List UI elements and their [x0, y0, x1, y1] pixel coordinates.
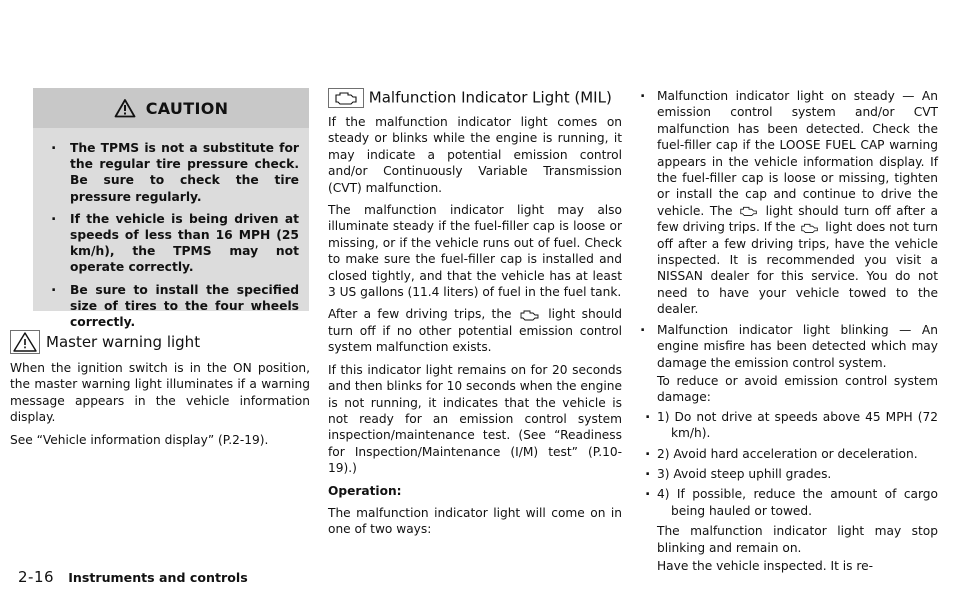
blinking-intro: To reduce or avoid emission control system damage: [657, 373, 938, 405]
caution-title: CAUTION [145, 98, 229, 118]
mil-title: Malfunction Indicator Light (MIL) [368, 88, 612, 107]
mil-paragraph-5: The malfunction indicator light will come on in one of two ways: [328, 505, 622, 537]
master-warning-paragraph: When the ignition switch is in the ON position, the master warning light illuminates if a warning message appears in the vehicle information display. [10, 361, 310, 425]
mil-paragraph-3 [328, 306, 622, 355]
master-warning-heading [10, 330, 310, 354]
mil-section [328, 88, 622, 544]
damage-steps [657, 409, 938, 519]
warning-triangle-icon [10, 330, 40, 354]
caution-list [33, 128, 309, 330]
step-item: . 4) If possible, reduce the amount of cargo being hauled or towed. [657, 486, 938, 519]
list-item [638, 88, 938, 318]
master-warning-section [10, 330, 310, 454]
master-warning-reference: See “Vehicle information display” (P.2-19). [10, 432, 269, 447]
mil-heading [328, 88, 622, 108]
blinking-end-1: The malfunction indicator light may stop blinking and remain on. [657, 524, 938, 555]
engine-icon [799, 222, 821, 234]
step-item: . 1) Do not drive at speeds above 45 MPH (72 km/h). [657, 409, 938, 442]
operation-label: Operation: [328, 483, 402, 498]
warning-triangle-icon [114, 98, 136, 118]
step-item: . 3) Avoid steep uphill grades. [657, 466, 938, 482]
steady-text-2: light should turn off after a few driving trips. If the [657, 203, 939, 235]
caution-item: . Be sure to install the specified size of tires to the four wheels correctly. [47, 282, 299, 331]
section-title: Instruments and controls [68, 570, 248, 585]
blinking-text: Malfunction indicator light blinking — An engine misfire has been detected which may damage the emission control system. [657, 322, 938, 370]
page-number: 2-16 [18, 568, 55, 586]
caution-item: . The TPMS is not a substitute for the regular tire pressure check. Be sure to check the tire pressure regularly. [47, 140, 299, 205]
caution-item: . If the vehicle is being driven at speeds of less than 16 MPH (25 km/h), the TPMS may not operate correctly. [47, 211, 299, 276]
engine-icon [518, 309, 542, 321]
engine-icon [738, 205, 760, 217]
steady-text-1: Malfunction indicator light on steady — An emission control system and/or CVT malfunction has been detected. Check the fuel-filler cap if the LOOSE FUEL CAP warning appears in the vehicle information display. If the fuel-filler cap is loose or missing, tighten or install the cap and continue to drive the vehicle. The [657, 89, 938, 218]
list-item [638, 322, 938, 575]
mil-paragraph-4: If this indicator light remains on for 20 seconds and then blinks for 10 seconds when the engine is not running, it indicates that the vehicle is not ready for an emission control system inspection/maintenance test. (See “Readiness for Inspection/Maintenance (I/M) test” (P.10-19).) [328, 362, 622, 476]
mil-paragraph-3-start: After a few driving trips, the [328, 307, 512, 322]
mil-paragraph-2: The malfunction indicator light may also illuminate steady if the fuel-filler cap is loose or missing, or if the vehicle runs out of fuel. Check to make sure the fuel-filler cap is installed and closed tightly, and that the vehicle has at least 3 US gallons (11.4 liters) of fuel in the fuel tank. [328, 203, 622, 300]
blinking-end-2: Have the vehicle inspected. It is re- [657, 558, 874, 573]
caution-box [33, 88, 309, 330]
step-item: . 2) Avoid hard acceleration or deceleration. [657, 446, 938, 462]
engine-icon [328, 88, 364, 108]
mil-paragraph-1: If the malfunction indicator light comes on steady or blinks while the engine is running, it may indicate a potential emission control and/or Continuously Variable Transmission (CVT) malfunction. [328, 115, 622, 195]
steady-text-3: light does not turn off after a few driving trips, have the vehicle inspected. It is recommended you visit a NISSAN dealer for this service. You do not need to have your vehicle towed to the dealer. [657, 220, 938, 317]
mil-paragraph-3-end: light should turn off if no other potential emission control system malfunction exists. [328, 307, 623, 355]
mil-modes-section [638, 88, 938, 574]
master-warning-title: Master warning light [46, 333, 201, 351]
caution-header [33, 88, 309, 128]
mil-modes-list [638, 88, 938, 574]
page-footer [18, 568, 248, 586]
